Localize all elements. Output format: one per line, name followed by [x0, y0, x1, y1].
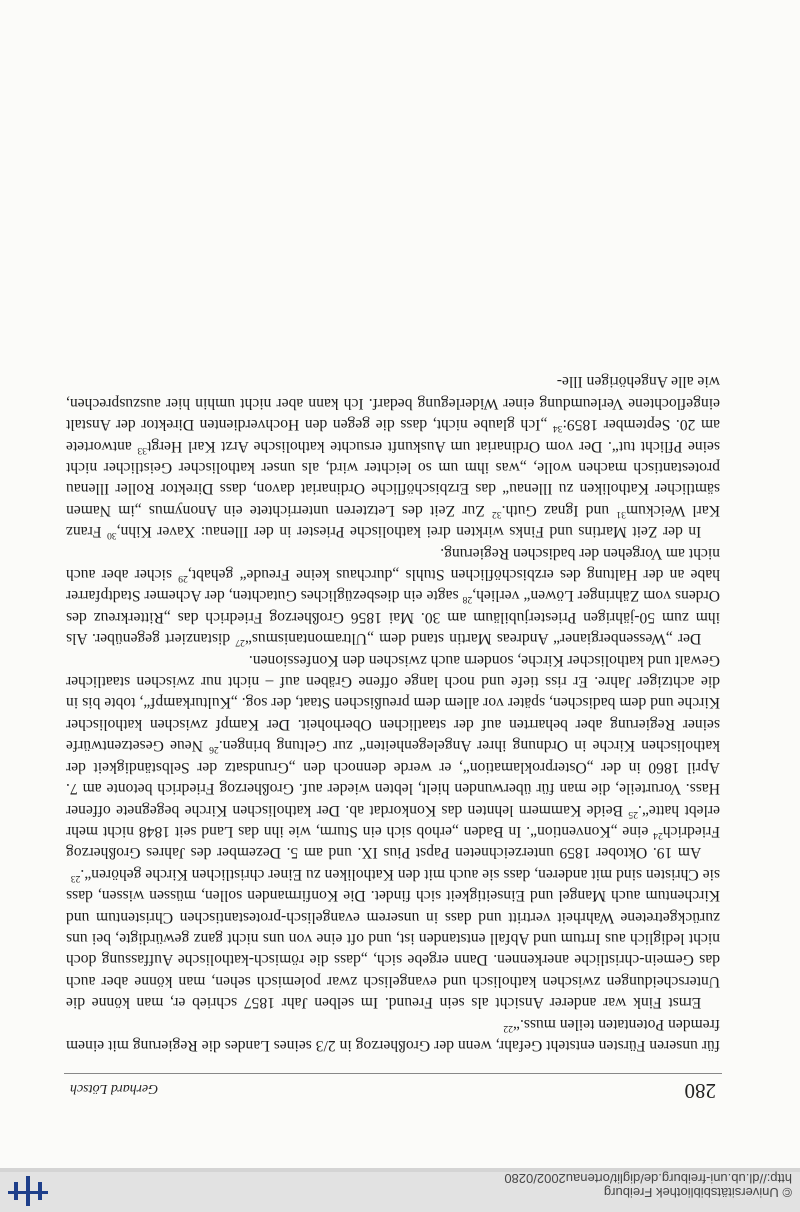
url-text[interactable]: http://dl.ub.uni-freiburg.de/diglit/ortenau2002/0280: [504, 1171, 792, 1186]
footnote-marker: 32: [491, 509, 502, 521]
footnote-marker: 30: [106, 530, 117, 542]
paragraph: [66, 542, 720, 649]
paragraph-text: Beide Kammern lehnten das Konkordat ab. Der katholischen Kirche begegnete offener Hass. Vorurteile, die man für überwunden hielt, lebten wieder auf. Großherzog Friedrich betonte am 7. April 1860 in der „Osterproklamation“, er werde dennoch den „Grundsatz der Selbständigkeit der katholischen Kirche in Ordnung ihrer Angelegenheiten“ zur Geltung bringen.: [66, 737, 720, 819]
footnote-marker: 25: [628, 808, 638, 820]
footnote-marker: 27: [235, 637, 245, 649]
ub-freiburg-logo-icon: [8, 1176, 48, 1206]
paragraph-text: Franz Karl Weickum: [66, 501, 720, 541]
footnote-marker: 24: [653, 830, 663, 842]
paragraph-text: antwortete am 20. September 1859:: [65, 416, 720, 455]
browser-bar: [0, 1172, 800, 1212]
paragraph: [66, 863, 720, 1013]
paragraph-text: eine „Konvention“. In Baden „erhob sich ein Sturm, wie ihn das Land seit 1848 nicht mehr erlebt hatte“.: [66, 801, 720, 840]
paragraph-text: „Ich glaube nicht, dass die gegen den Hochverdienten Direktor der Anstalt eingeflochtene Verleumdung einer Widerlegung bedarf. Ich kann aber nicht umhin hier auszusprechen, wie alle Angehörigen Ille-: [66, 373, 720, 434]
paragraph: [66, 371, 720, 542]
copyright-notice: © Universitätsbibliothek Freiburg: [603, 1185, 792, 1200]
footnote-marker: 33: [137, 444, 148, 456]
paragraph-text: sagte ein diesbezügliches Gutachten, der Achemer Stadtpfarrer habe an der Haltung des erzbischöflichen Stuhls „durchaus keine Freude“ gehabt,: [65, 566, 720, 605]
paragraph-text: für unseren Fürsten entsteht Gefahr, wenn der Großherzog in 2/3 seines Landes die Regierung mit einem fremden Potentaten teilen muss.“: [66, 1015, 720, 1054]
footnote-marker: 31: [616, 509, 626, 521]
paragraph-text: Zur Zeit des Letzteren unterrichtete ein Anonymus „im Namen sämtlicher Katholiken zu Illenau“ das Erzbischöfliche Ordinariat davon, dass Direktor Roller Illenau protestantisch machen wolle, „was ihm um so leichter wird, als unser katholischer Geistlicher nicht seine Pflicht tut“. Der vom Ordinariat um Auskunft ersuchte katholische Arzt Karl Hergt: [66, 437, 720, 519]
paragraph: [66, 1013, 720, 1056]
footnote-marker: 29: [178, 573, 188, 585]
paragraph-text: sicher aber auch nicht am Vorgehen der badischen Regierung.: [66, 544, 720, 584]
paragraph-text: Ernst Fink war anderer Ansicht als sein Freund. Im selben Jahr 1857 schrieb er, man könne die Unterscheidungen zwischen katholisch und evangelisch zwar polemisch sehen, man könne aber auch das Gemein-christliche anerkennen. Dann ergebe sich, „dass die römisch-katholische Auffassung doch nicht lediglich aus Irrtum und Abfall entstanden ist, und oft eine von uns nicht ganz gewürdigte, bei uns zurückgetretene Wahrheit vertritt und dass in unserem evangelisch-protestantischen Christentum und Kirchentum auch Mangel und Einseitigkeit sich findet. Die Konfirmanden sollen, müssen wissen, dass sie Christen sind mit anderen, dass sie auch mit den Katholiken zu Einer christlichen Kirche gehören“.: [66, 865, 720, 1012]
footnote-marker: 23: [70, 872, 81, 884]
paragraph: [66, 649, 720, 863]
paragraph-text: Neue Gesetzentwürfe seiner Regierung aber beharrten auf der staatlichen Oberhoheit. Der Kampf zwischen katholischer Kirche und dem badischen, später vor allem dem preußischen Staat, der sog. „Kulturkampf“, tobte bis in die achtziger Jahre. Er riss tiefe und noch lange offene Gräben auf – nicht nur zwischen staatlicher Gewalt und katholischer Kirche, sondern auch zwischen den Konfessionen.: [66, 651, 720, 755]
footnote-marker: 28: [462, 594, 473, 606]
footnote-marker: 22: [503, 1022, 513, 1034]
paragraph-text: In der Zeit Martins und Finks wirkten drei katholische Priester in der Illenau: Xaver Kihn,: [116, 523, 702, 541]
running-header: [64, 1073, 722, 1114]
footnote-marker: 34: [552, 423, 563, 435]
body-text: [66, 371, 720, 1056]
paragraph-text: und Ignaz Guth.: [501, 501, 617, 519]
page-number: 280: [684, 1079, 716, 1103]
paragraph-text: distanziert gegenüber. Als ihm zum 50-jährigen Priesterjubiläum am 30. Mai 1856 Großherzog Friedrich das „Ritterkreuz des Ordens vom Zähringer Löwen“ verlieh,: [66, 587, 720, 648]
paragraph-text: Am 19. Oktober 1859 unterzeichneten Papst Pius IX. und am 5. Dezember des Jahres Großherzog Friedrich: [66, 822, 720, 862]
running-author: Gerhard Lötsch: [70, 1081, 159, 1096]
footnote-marker: 26: [209, 744, 219, 756]
paragraph-text: Der „Wessenbergianer“ Andreas Martin stand dem „Ultramontanismus“: [244, 630, 702, 648]
